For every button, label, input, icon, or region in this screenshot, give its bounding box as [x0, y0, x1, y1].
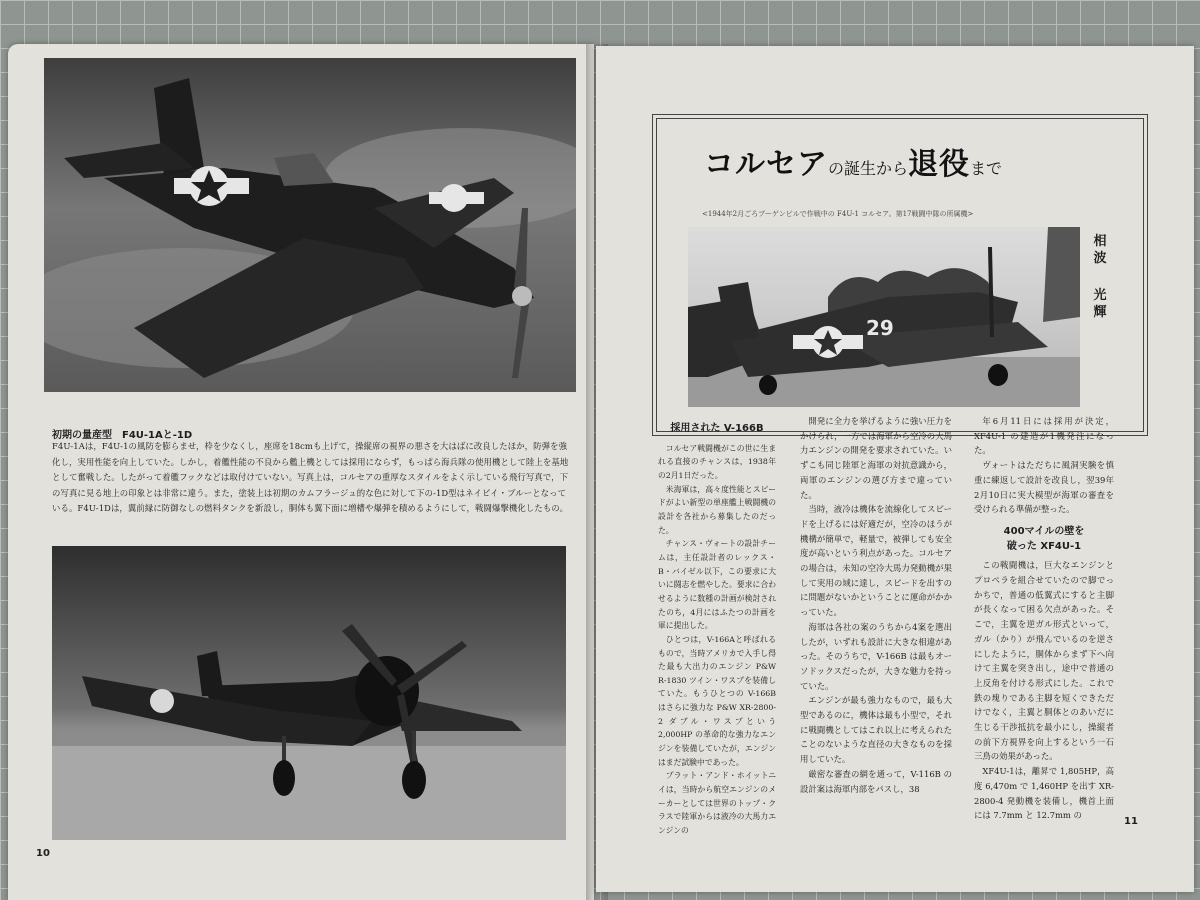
left-caption-body: F4U-1Aは，F4U-1の風防を膨らませ，枠を少なくし，座席を18cmも上げて，操縦席の視界の悪さを大はばに改良したほか，防弾を強化し，実用性能を向上していた。しかし，着艦性能の不良から艦上機としては採用にならず，もっぱら海兵隊の使用機として陸上を基地として奮戦した。したがって着艦フックなどは取付けていない。写真上は，コルセアの重厚なスタイルをよく示している飛行写真で，下の写真に見る地上の印象とは非常に違う。また，塗装上は初期のカムフラージュ的な色に対して下の-1D型はネイビイ・ブルーとなっている。F4U-1Dは，翼前縁に防御なしの燃料タンクを新設し，胴体も翼下面に増槽や爆弾を積めるようにして，戦闘爆撃機化したもの。 [52, 441, 569, 514]
column1-paragraph-4: ひとつは，V-166Aと呼ばれるもので，当時アメリカで入手し得た最も大出力のエンジン P&W R-1830 ツイン・ワスプを装備していた。もうひとつの V-166B はさらに強力な P&W XR-2800-2 ダブル・ワスプという 2,000HP の革命的な強力なエンジンを装備していたが，エンジンはまだ試験中であった。 [658, 634, 776, 767]
photo-right-aircraft-on-airfield [688, 227, 1080, 407]
column3-paragraph-4: XF4U-1は，離昇で 1,805HP，高度 6,470m で 1,460HP を出す XR-2800-4 発動機を装備し，機首上面には 7.7mm と 12.7mm の [974, 766, 1114, 821]
article-column-2 [800, 414, 952, 796]
photo-bottom-aircraft-on-ground [52, 546, 566, 840]
column1-paragraph-3: チャンス・ヴォートの設計チームは，主任設計者のレックス・B・バイゼル以下，この要求に大いに闘志を燃やした。要求に合わせるように数種の計画が検討されたのち，4月にはふたつの計画を軍に提出した。 [658, 539, 776, 631]
article-column-1 [658, 414, 776, 838]
column3-paragraph-3: この戦闘機は，巨大なエンジンとプロペラを組合せていたので脚でっかちで，普通の低翼式にすると主脚が長くなって困る欠点があった。そこで，主翼を逆ガル形式といって，ガル（かり）が飛んでいるのを逆さにしたように，胴体からまず下へ向けて主翼を突き出し，途中で普通の上反角を付ける形式にした。これで鉄の塊りである主脚を短くできただけでなく，主翼と胴体とのあいだに生じる干渉抵抗を最小にし，操縦者の前下方視界を向上するという一石三鳥の効果があった。 [974, 560, 1114, 762]
author-char-4: 輝 [1093, 305, 1107, 320]
column2-paragraph-3: 海軍は各社の案のうちから4案を選出したが，いずれも設計に大きな相違があった。そのうちで，V-166B は最もオーソドックスだったが，大きな魅力を持っていた。 [800, 621, 952, 691]
column1-paragraph-2: 米海軍は，高々度性能とスピードがよい新型の単座艦上戦闘機の設計を各社から募集したのだった。 [658, 484, 776, 535]
column2-paragraph-2: 当時，液冷は機体を流線化してスピードを上げるには好適だが，空冷のほうが機構が簡単で，軽量で，被弾しても安全度が高いという利点があった。コルセアの場合は，未知の空冷大馬力発動機が果して実用の域に達し，スピードを出すのに問題がないかということに運命がかかっていた。 [800, 504, 952, 618]
column2-paragraph-5: 厳密な審査の網を通って，V-116B の設計案は海軍内部をパスし，38 [800, 768, 952, 794]
column1-heading: 採用された V-166B [670, 423, 764, 434]
aircraft-number: 29 [866, 316, 894, 340]
right-page-number: 11 [1124, 816, 1138, 827]
title-part5: まで [970, 159, 1003, 178]
author-char-1: 相 [1093, 234, 1107, 249]
column1-paragraph-5: プラット・アンド・ホイットニイは，当時から航空エンジンのメーカーとしては世界のトップ・クラスで陸軍からは液冷の大馬力エンジンの [658, 771, 776, 836]
right-photo-caption: <1944年2月ごろブーゲンビルで作戦中の F4U-1 コルセア。第17戦闘中隊の所属機> [702, 210, 974, 218]
title-part1: コルセア [704, 147, 828, 182]
article-column-3 [974, 414, 1114, 823]
column3-paragraph-2: ヴォートはただちに風洞実験を慎重に練返して設計を改良し，翌39年2月10日に実大模型が海軍の審査を受けられる準備が整った。 [974, 460, 1114, 515]
author-name [1090, 233, 1110, 321]
photo-top-aircraft-in-flight [44, 58, 576, 392]
title-part4: 退役 [908, 147, 971, 182]
column1-paragraph-1: コルセア戦闘機がこの世に生まれる直接のチャンスは，1938年の2月1日だった。 [658, 443, 776, 480]
left-page-number: 10 [36, 848, 50, 859]
column2-paragraph-1: 開発に全力を挙げるように強い圧力をかけられ，一方では海軍から空冷の大馬力エンジンの開発を要求されていた。いずこも同じ陸軍と海軍の対抗意識から，両軍のエンジンの選び方まで違っていた。 [800, 416, 952, 500]
column3-heading-line-2: 破った XF4U-1 [1006, 540, 1082, 552]
column3-paragraph-1: 年6月11日には採用が決定，XF4U-1 の建造が1機発注になった。 [974, 416, 1114, 456]
column3-heading [974, 525, 1114, 554]
author-char-2: 波 [1093, 251, 1107, 266]
article-title [704, 139, 1002, 183]
column2-paragraph-4: エンジンが最も強力なもので，最も大型であるのに，機体は最も小型で，それに戦闘機としてはこれ以上に考えられたことのないような直径の大きなものを採用していた。 [800, 695, 952, 765]
title-part2: の誕生 [828, 159, 877, 178]
title-part3: から [876, 159, 909, 178]
left-caption-title: 初期の量産型 F4U-1Aと-1D [52, 430, 193, 441]
column3-heading-line-1: 400マイルの壁を [1003, 525, 1085, 537]
author-char-3: 光 [1093, 288, 1107, 303]
